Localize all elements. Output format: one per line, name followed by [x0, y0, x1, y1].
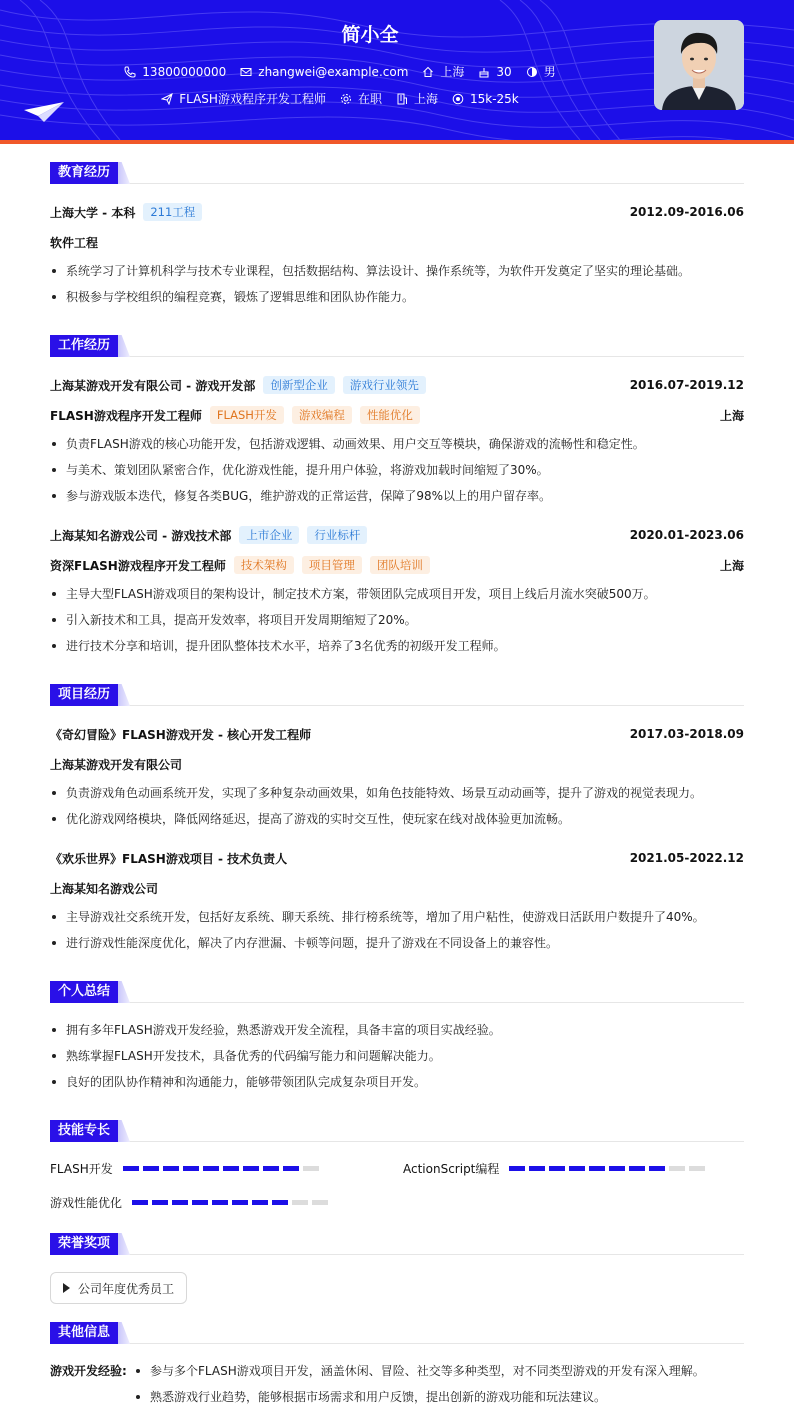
skills-section [50, 1120, 744, 1142]
section-title: 荣誉奖项 [50, 1233, 118, 1255]
company-tag: 创新型企业 [263, 376, 335, 394]
list-item: 进行游戏性能深度优化，解决了内存泄漏、卡顿等问题，提升了游戏在不同设备上的兼容性。 [50, 934, 744, 952]
phone-icon [124, 66, 136, 78]
list-item: 参与游戏版本迭代，修复各类BUG，维护游戏的正常运营，保障了98%以上的用户留存率。 [50, 487, 744, 505]
phone-item [124, 65, 226, 79]
section-title: 教育经历 [50, 162, 118, 184]
salary-text: 15k-25k [469, 91, 519, 106]
skill-dash-filled [252, 1200, 268, 1205]
skill-item [50, 1160, 323, 1177]
major-name: 软件工程 [50, 235, 99, 250]
section-title: 个人总结 [50, 981, 118, 1003]
location-text: 上海 [440, 65, 465, 79]
skill-dash-filled [163, 1166, 179, 1171]
education-section [50, 162, 744, 184]
position-tag: 团队培训 [370, 556, 430, 574]
company-tag: 上市企业 [239, 526, 299, 544]
building-icon [396, 93, 408, 105]
job-date: 2020.01-2023.06 [629, 528, 744, 542]
company-name: 上海某游戏开发有限公司 - 游戏开发部 [50, 378, 256, 393]
skill-dash-filled [243, 1166, 259, 1171]
school-tag: 211工程 [143, 203, 202, 221]
age-text: 30 [496, 64, 512, 79]
job-city: 上海 [719, 408, 744, 423]
skill-dash-filled [192, 1200, 208, 1205]
mail-icon [240, 66, 252, 78]
skill-dash-filled [152, 1200, 168, 1205]
gender-item [526, 63, 556, 80]
skill-dash-filled [203, 1166, 219, 1171]
other-label: 游戏开发经验: [50, 1364, 127, 1378]
contact-row [0, 63, 680, 80]
section-title: 技能专长 [50, 1120, 118, 1142]
salary-item [452, 92, 519, 106]
skill-dash-filled [509, 1166, 525, 1171]
skill-dash-empty [689, 1166, 705, 1171]
skill-dash-filled [223, 1166, 239, 1171]
email-item [240, 65, 408, 79]
skill-dash-filled [143, 1166, 159, 1171]
project-company: 上海某游戏开发有限公司 [50, 757, 183, 772]
job-date: 2016.07-2019.12 [629, 378, 744, 392]
project-date: 2017.03-2018.09 [629, 727, 744, 741]
award-name: 公司年度优秀员工 [78, 1281, 175, 1296]
skill-dash-filled [283, 1166, 299, 1171]
skill-dash-filled [132, 1200, 148, 1205]
age-item [478, 65, 511, 79]
list-item: 拥有多年FLASH游戏开发经验，熟悉游戏开发全流程，具备丰富的项目实战经验。 [50, 1021, 744, 1039]
skill-level-bar [123, 1166, 323, 1171]
list-item: 系统学习了计算机科学与技术专业课程，包括数据结构、算法设计、操作系统等，为软件开发奠定了坚实的理论基础。 [50, 262, 744, 280]
section-title: 工作经历 [50, 335, 118, 357]
list-item: 引入新技术和工具，提高开发效率，将项目开发周期缩短了20%。 [50, 611, 744, 629]
skill-item [403, 1160, 709, 1177]
position-tag: FLASH开发 [210, 406, 284, 424]
skill-dash-filled [649, 1166, 665, 1171]
skill-dash-filled [609, 1166, 625, 1171]
skill-dash-filled [123, 1166, 139, 1171]
paper-plane-icon [24, 100, 64, 124]
list-item: 参与多个FLASH游戏项目开发，涵盖休闲、冒险、社交等多种类型，对不同类型游戏的开发有深入理解。 [134, 1362, 744, 1380]
header-stripe [0, 140, 794, 144]
candidate-name: 简小全 [341, 24, 399, 46]
skill-dash-filled [212, 1200, 228, 1205]
job-title-text: FLASH游戏程序开发工程师 [179, 92, 326, 106]
work-city-item [396, 90, 438, 107]
list-item: 优化游戏网络模块，降低网络延迟，提高了游戏的实时交互性，使玩家在线对战体验更加流畅。 [50, 810, 744, 828]
list-item: 与美术、策划团队紧密合作，优化游戏性能，提升用户体验，将游戏加载时间缩短了30%。 [50, 461, 744, 479]
skill-dash-filled [629, 1166, 645, 1171]
phone-text: 13800000000 [142, 64, 227, 79]
skill-name: 游戏性能优化 [50, 1196, 123, 1210]
skill-dash-empty [292, 1200, 308, 1205]
job-city: 上海 [719, 558, 744, 573]
skill-dash-empty [303, 1166, 319, 1171]
status-text: 在职 [357, 92, 382, 106]
awards-section [50, 1233, 744, 1255]
company-name: 上海某知名游戏公司 - 游戏技术部 [50, 528, 232, 543]
section-title: 项目经历 [50, 684, 118, 706]
home-icon [422, 66, 434, 78]
list-item: 主导游戏社交系统开发，包括好友系统、聊天系统、排行榜系统等，增加了用户粘性，使游戏日活跃用户数提升了40%。 [50, 908, 744, 926]
position-name: FLASH游戏程序开发工程师 [50, 408, 202, 423]
caret-right-icon [63, 1283, 70, 1293]
location-item [422, 63, 464, 80]
company-tag: 游戏行业领先 [343, 376, 426, 394]
company-tag: 行业标杆 [307, 526, 367, 544]
resume-header [0, 0, 794, 140]
award-item[interactable] [50, 1272, 187, 1304]
project-name: 《奇幻冒险》FLASH游戏开发 - 核心开发工程师 [50, 727, 312, 742]
coin-icon [452, 93, 464, 105]
project-company: 上海某知名游戏公司 [50, 881, 159, 896]
gear-icon [340, 93, 352, 105]
list-item: 主导大型FLASH游戏项目的架构设计，制定技术方案，带领团队完成项目开发，项目上线后月流水突破500万。 [50, 585, 744, 603]
skill-dash-filled [172, 1200, 188, 1205]
list-item: 进行技术分享和培训，提升团队整体技术水平，培养了3名优秀的初级开发工程师。 [50, 637, 744, 655]
skill-dash-filled [569, 1166, 585, 1171]
skill-dash-filled [549, 1166, 565, 1171]
skill-dash-filled [263, 1166, 279, 1171]
skill-dash-empty [669, 1166, 685, 1171]
work-city-text: 上海 [413, 92, 438, 106]
education-date: 2012.09-2016.06 [629, 205, 744, 219]
skill-dash-filled [272, 1200, 288, 1205]
cake-icon [478, 66, 490, 78]
avatar [654, 20, 744, 110]
list-item: 负责FLASH游戏的核心功能开发，包括游戏逻辑、动画效果、用户交互等模块，确保游戏的流畅性和稳定性。 [50, 435, 744, 453]
email-text: zhangwei@example.com [258, 64, 409, 79]
send-icon [161, 93, 173, 105]
list-item: 熟练掌握FLASH开发技术，具备优秀的代码编写能力和问题解决能力。 [50, 1047, 744, 1065]
other-section [50, 1322, 744, 1344]
skill-name: FLASH开发 [50, 1162, 113, 1176]
school-name: 上海大学 - 本科 [50, 205, 136, 220]
skill-name: ActionScript编程 [403, 1162, 500, 1176]
status-item [340, 90, 382, 107]
project-name: 《欢乐世界》FLASH游戏项目 - 技术负责人 [50, 851, 288, 866]
projects-section [50, 684, 744, 706]
skill-dash-filled [183, 1166, 199, 1171]
position-tag: 项目管理 [302, 556, 362, 574]
list-item: 负责游戏角色动画系统开发，实现了多种复杂动画效果，如角色技能特效、场景互动动画等，提升了游戏的视觉表现力。 [50, 784, 744, 802]
position-tag: 技术架构 [234, 556, 294, 574]
summary-section [50, 981, 744, 1003]
gender-icon [526, 66, 538, 78]
skill-dash-filled [589, 1166, 605, 1171]
job-intent-row [0, 90, 680, 107]
skill-item [50, 1194, 332, 1211]
list-item: 积极参与学校组织的编程竞赛，锻炼了逻辑思维和团队协作能力。 [50, 288, 744, 306]
skill-dash-empty [312, 1200, 328, 1205]
list-item: 良好的团队协作精神和沟通能力，能够带领团队完成复杂项目开发。 [50, 1073, 744, 1091]
position-tag: 性能优化 [360, 406, 420, 424]
work-section [50, 335, 744, 357]
position-name: 资深FLASH游戏程序开发工程师 [50, 558, 226, 573]
job-title-item [161, 90, 326, 107]
skill-level-bar [132, 1200, 332, 1205]
project-date: 2021.05-2022.12 [629, 851, 744, 865]
list-item: 熟悉游戏行业趋势，能够根据市场需求和用户反馈，提出创新的游戏功能和玩法建议。 [134, 1388, 744, 1406]
position-tag: 游戏编程 [292, 406, 352, 424]
skill-dash-filled [529, 1166, 545, 1171]
skill-dash-filled [232, 1200, 248, 1205]
skill-level-bar [509, 1166, 709, 1171]
gender-text: 男 [543, 65, 556, 79]
section-title: 其他信息 [50, 1322, 118, 1344]
